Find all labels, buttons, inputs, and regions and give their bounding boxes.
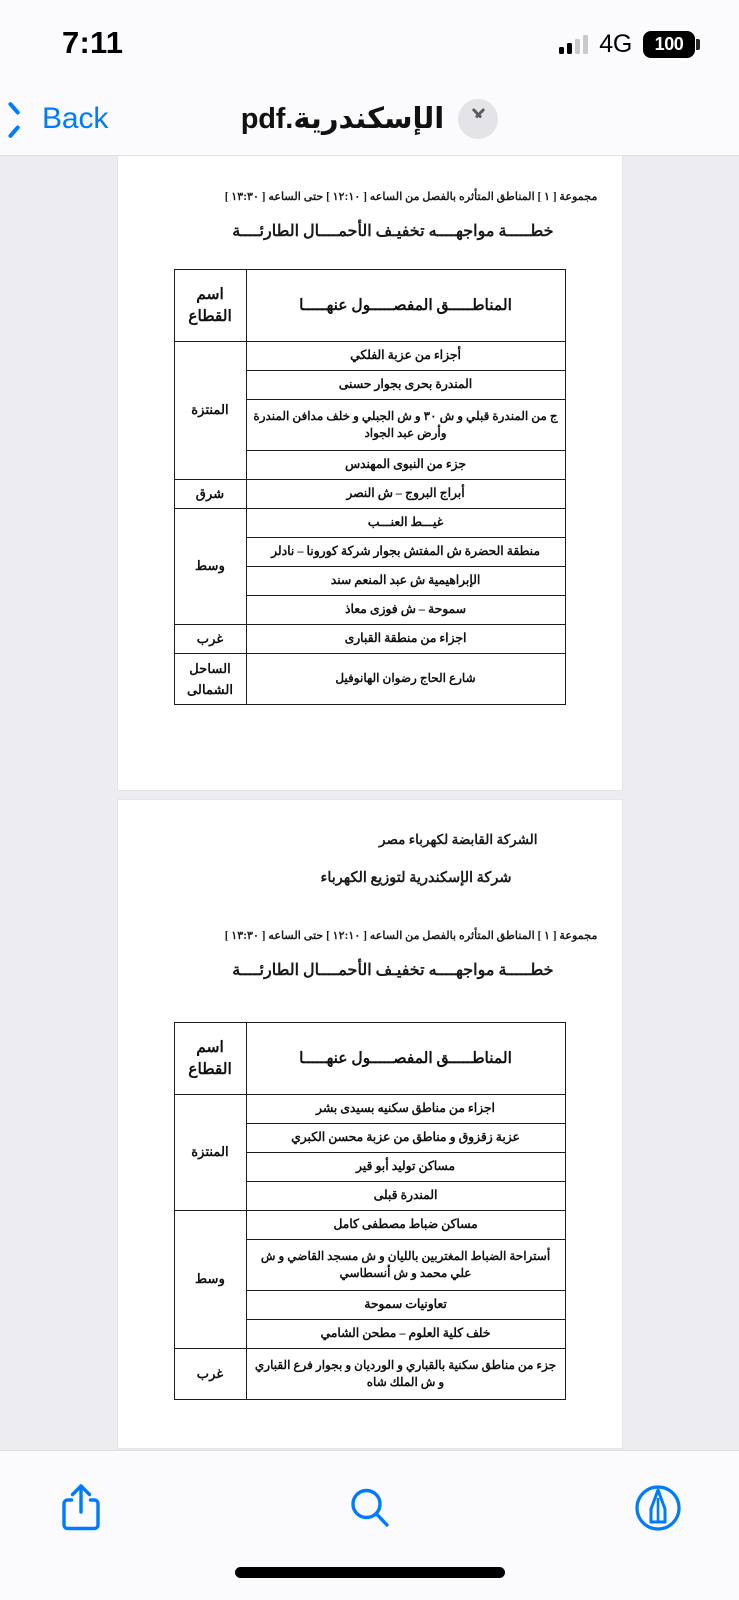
navigation-bar: [0, 82, 739, 156]
area-cell: شارع الحاج رضوان الهانوفيل: [246, 654, 565, 705]
area-cell: جزء من مناطق سكنية بالقباري و الورديان و بجوار فرع القباري و ش الملك شاه: [246, 1349, 565, 1400]
area-cell: مساكن توليد أبو قير: [246, 1153, 565, 1182]
table-header-row: [174, 270, 565, 342]
battery-level-label: 100: [654, 33, 684, 54]
battery-icon: [643, 31, 695, 58]
page1-plan-title: خطـــــة مواجهــــه تخفيـف الأحمــــال الطارئــــة: [232, 223, 554, 240]
network-type-label: 4G: [599, 29, 632, 58]
document-options-button[interactable]: [458, 99, 498, 139]
chevron-left-icon: [18, 106, 33, 132]
sector-cell: وسط: [174, 509, 246, 625]
page2-holding-company: الشركة القابضة لكهرباء مصر: [379, 832, 538, 847]
sector-cell: الساحل الشمالى: [174, 654, 246, 705]
area-cell: ج من المندرة قبلي و ش ٣٠ و ش الجبلي و خلف مدافن المندرة وأرض عبد الجواد: [246, 400, 565, 451]
table-row: [174, 342, 565, 371]
area-cell: سموحة – ش فوزى معاذ: [246, 596, 565, 625]
status-bar-time: 7:11: [62, 25, 124, 60]
table-row: [174, 1211, 565, 1240]
sector-cell: المنتزة: [174, 342, 246, 480]
share-button[interactable]: [52, 1479, 110, 1537]
area-cell: عزبة زقزوق و مناطق من عزبة محسن الكبري: [246, 1124, 565, 1153]
area-cell: خلف كلية العلوم – مطحن الشامي: [246, 1320, 565, 1349]
sector-cell: غرب: [174, 625, 246, 654]
sector-cell: وسط: [174, 1211, 246, 1349]
area-cell: تعاونيات سموحة: [246, 1291, 565, 1320]
area-cell: غيـــط العنـــب: [246, 509, 565, 538]
search-button[interactable]: [341, 1479, 399, 1537]
page2-outage-table: [174, 1022, 566, 1400]
home-indicator: [235, 1567, 505, 1578]
status-bar-indicators: [559, 30, 695, 59]
area-cell: أبراج البروج – ش النصر: [246, 480, 565, 509]
markup-pen-icon: [634, 1484, 682, 1532]
header-areas: المناطـــــق المفصـــــول عنهـــــا: [246, 270, 565, 342]
table-header-row: [174, 1023, 565, 1095]
area-cell: المندرة قبلى: [246, 1182, 565, 1211]
header-sector: اسم القطاع: [174, 270, 246, 342]
area-cell: جزء من النبوى المهندس: [246, 451, 565, 480]
pdf-scroll-area[interactable]: [0, 156, 739, 1450]
header-areas: المناطـــــق المفصـــــول عنهـــــا: [246, 1023, 565, 1095]
header-sector: اسم القطاع: [174, 1023, 246, 1095]
table-row: [174, 1349, 565, 1400]
document-title: الإسكندرية.pdf: [240, 103, 445, 135]
page1-group-line: مجموعة [ ١ ] المناطق المتأثره بالفصل من الساعه [ ١٢:١٠ ] حتى الساعه [ ١٣:٣٠ ]: [224, 191, 598, 203]
share-icon: [59, 1482, 103, 1534]
sector-cell: المنتزة: [174, 1095, 246, 1211]
back-button[interactable]: [0, 102, 108, 136]
sector-cell: شرق: [174, 480, 246, 509]
area-cell: أجزاء من عزبة الفلكي: [246, 342, 565, 371]
table-row: [174, 654, 565, 705]
page2-company-name: شركة الإسكندرية لتوزيع الكهرباء: [320, 870, 512, 886]
status-bar: [0, 0, 739, 82]
area-cell: مساكن ضباط مصطفى كامل: [246, 1211, 565, 1240]
area-cell: اجزاء من منطقة القبارى: [246, 625, 565, 654]
pdf-page-2: [118, 800, 622, 1448]
table-row: [174, 625, 565, 654]
area-cell: الإبراهيمية ش عبد المنعم سند: [246, 567, 565, 596]
back-button-label: Back: [42, 101, 109, 135]
markup-button[interactable]: [629, 1479, 687, 1537]
pdf-page-1: [118, 156, 622, 790]
search-icon: [346, 1484, 394, 1532]
table-row: [174, 1095, 565, 1124]
bottom-toolbar: [0, 1450, 739, 1600]
page2-group-line: مجموعة [ ١ ] المناطق المتأثره بالفصل من الساعه [ ١٢:١٠ ] حتى الساعه [ ١٣:٣٠ ]: [224, 930, 598, 942]
table-row: [174, 480, 565, 509]
sector-cell: غرب: [174, 1349, 246, 1400]
table-row: [174, 509, 565, 538]
page2-plan-title: خطـــــة مواجهــــه تخفيـف الأحمــــال الطارئــــة: [232, 962, 554, 979]
area-cell: منطقة الحضرة ش المفتش بجوار شركة كورونا – نادلر: [246, 538, 565, 567]
page1-outage-table: [174, 269, 566, 705]
area-cell: أستراحة الضباط المغتربين بالليان و ش مسجد القاضي و ش علي محمد و ش أنسطاسي: [246, 1240, 565, 1291]
chevron-down-icon: [470, 114, 487, 124]
title-area: [0, 99, 739, 139]
area-cell: اجزاء من مناطق سكنيه بسيدى بشر: [246, 1095, 565, 1124]
cellular-signal-icon: [559, 34, 588, 54]
battery-tip: [696, 39, 700, 50]
area-cell: المندرة بحرى بجوار حسنى: [246, 371, 565, 400]
